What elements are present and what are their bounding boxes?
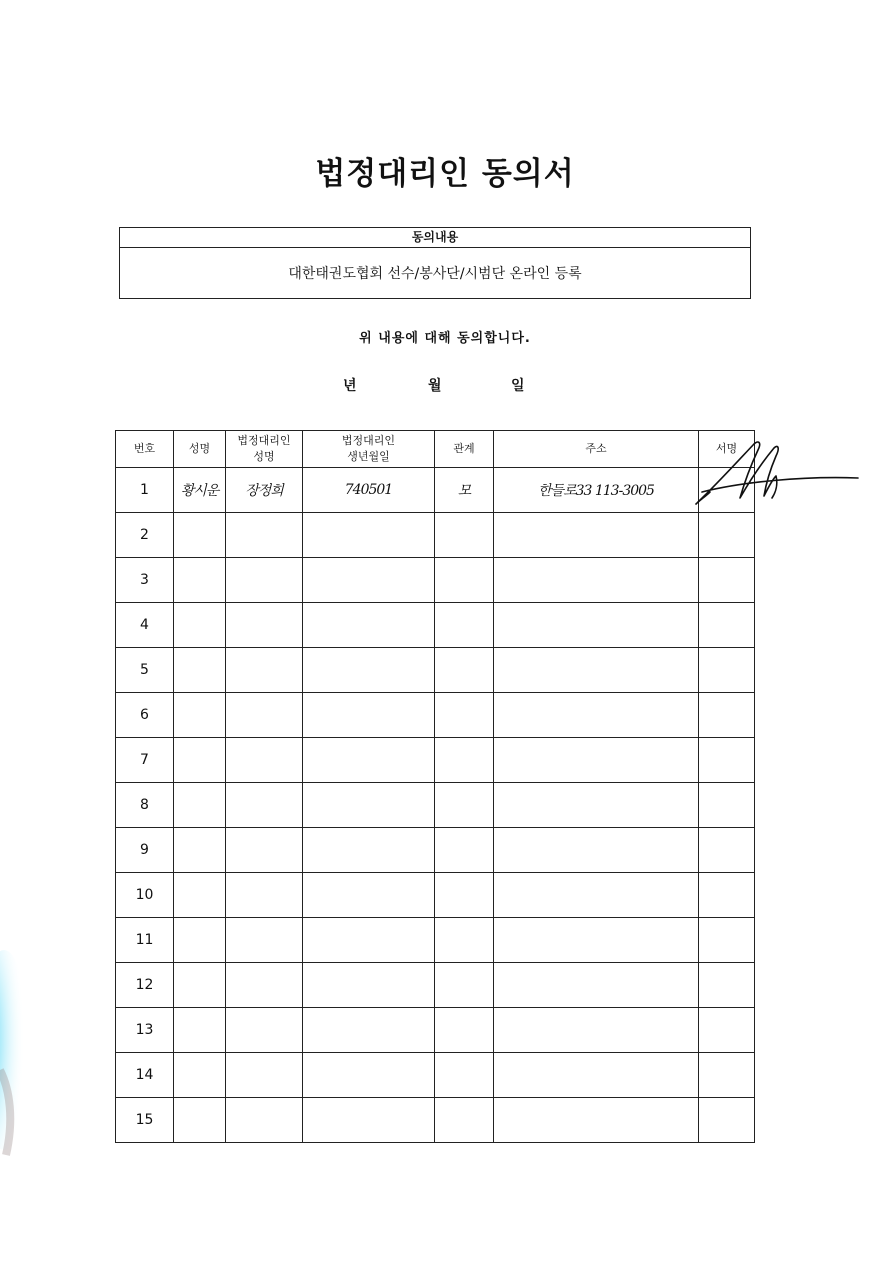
row-signature-cell: [699, 468, 755, 513]
row-guardian-birth-cell: [303, 738, 435, 783]
row-no-cell: 14: [116, 1053, 174, 1098]
row-guardian-name-cell: [226, 513, 303, 558]
row-signature-cell: [699, 603, 755, 648]
row-guardian-birth-cell: [303, 963, 435, 1008]
row-address-cell: [494, 513, 699, 558]
header-signature: 서명: [699, 431, 755, 468]
row-name-cell: [174, 513, 226, 558]
row-no-cell: 4: [116, 603, 174, 648]
date-month-label: 월: [428, 378, 442, 394]
row-guardian-birth-cell: [303, 558, 435, 603]
table-row: [116, 963, 755, 1008]
row-no-cell: 13: [116, 1008, 174, 1053]
row-relation-cell: [435, 783, 494, 828]
table-row: [116, 468, 755, 513]
row-name-cell: [174, 873, 226, 918]
row-no-cell: 2: [116, 513, 174, 558]
table-row: [116, 783, 755, 828]
agreement-statement: 위 내용에 대해 동의합니다.: [359, 331, 531, 346]
row-signature-cell: [699, 1098, 755, 1143]
row-relation-cell: [435, 603, 494, 648]
table-header-row: [116, 431, 755, 468]
row-relation-cell: [435, 738, 494, 783]
row-name-cell: [174, 783, 226, 828]
row-guardian-birth-cell: [303, 603, 435, 648]
row-no-cell: 10: [116, 873, 174, 918]
header-name: 성명: [174, 431, 226, 468]
row-relation-cell: 모: [435, 468, 494, 513]
row-no-cell: 11: [116, 918, 174, 963]
table-row: [116, 513, 755, 558]
row-relation-cell: [435, 828, 494, 873]
header-guardian-name-line1: 법정대리인: [237, 434, 291, 447]
row-signature-cell: [699, 783, 755, 828]
header-relation: 관계: [435, 431, 494, 468]
row-guardian-birth-cell: [303, 1053, 435, 1098]
row-address-cell: [494, 738, 699, 783]
row-signature-cell: [699, 558, 755, 603]
table-row: [116, 738, 755, 783]
row-guardian-name-cell: [226, 693, 303, 738]
table-row: [116, 918, 755, 963]
row-guardian-birth-cell: [303, 1008, 435, 1053]
table-row: [116, 558, 755, 603]
row-relation-cell: [435, 693, 494, 738]
row-no-cell: 15: [116, 1098, 174, 1143]
row-guardian-name-cell: [226, 558, 303, 603]
row-guardian-name-cell: [226, 1053, 303, 1098]
row-name-cell: [174, 1008, 226, 1053]
header-address: 주소: [494, 431, 699, 468]
row-guardian-birth-cell: [303, 918, 435, 963]
date-day-label: 일: [511, 378, 525, 394]
row-guardian-name-cell: [226, 828, 303, 873]
row-signature-cell: [699, 1008, 755, 1053]
row-no-cell: 8: [116, 783, 174, 828]
row-signature-cell: [699, 1053, 755, 1098]
row-relation-cell: [435, 918, 494, 963]
row-no-cell: 5: [116, 648, 174, 693]
header-guardian-birth-line1: 법정대리인: [341, 434, 396, 447]
row-address-cell: [494, 603, 699, 648]
row-no-cell: 1: [116, 468, 174, 513]
document-title: 법정대리인 동의서: [315, 156, 575, 192]
row-address-cell: [494, 558, 699, 603]
guardian-roster-table: [115, 430, 755, 1143]
row-guardian-name-cell: [226, 963, 303, 1008]
row-relation-cell: [435, 648, 494, 693]
row-guardian-name-cell: [226, 648, 303, 693]
row-signature-cell: [699, 828, 755, 873]
row-guardian-name-cell: 장정희: [226, 468, 303, 513]
row-guardian-name-cell: [226, 1098, 303, 1143]
row-name-cell: [174, 648, 226, 693]
header-guardian-name-line2: 성명: [253, 450, 275, 463]
row-address-cell: [494, 1053, 699, 1098]
row-relation-cell: [435, 1008, 494, 1053]
row-signature-cell: [699, 693, 755, 738]
row-signature-cell: [699, 963, 755, 1008]
row-relation-cell: [435, 1098, 494, 1143]
row-no-cell: 7: [116, 738, 174, 783]
row-no-cell: 6: [116, 693, 174, 738]
row-signature-cell: [699, 918, 755, 963]
row-signature-cell: [699, 873, 755, 918]
row-address-cell: [494, 963, 699, 1008]
row-guardian-birth-cell: 740501: [303, 468, 435, 513]
table-row: [116, 873, 755, 918]
row-no-cell: 9: [116, 828, 174, 873]
table-row: [116, 1053, 755, 1098]
row-guardian-name-cell: [226, 738, 303, 783]
table-row: [116, 648, 755, 693]
header-guardian-name: [226, 431, 303, 468]
row-no-cell: 3: [116, 558, 174, 603]
row-relation-cell: [435, 558, 494, 603]
row-name-cell: [174, 963, 226, 1008]
header-guardian-birth-line2: 생년월일: [347, 450, 390, 463]
row-guardian-birth-cell: [303, 783, 435, 828]
row-address-cell: [494, 873, 699, 918]
row-guardian-birth-cell: [303, 513, 435, 558]
consent-content-header: 동의내용: [120, 228, 750, 248]
row-guardian-name-cell: [226, 603, 303, 648]
row-guardian-birth-cell: [303, 873, 435, 918]
row-address-cell: [494, 783, 699, 828]
table-body: [116, 468, 755, 1143]
row-name-cell: 황시운: [174, 468, 226, 513]
row-address-cell: [494, 918, 699, 963]
row-relation-cell: [435, 1053, 494, 1098]
row-name-cell: [174, 693, 226, 738]
row-signature-cell: [699, 738, 755, 783]
row-relation-cell: [435, 873, 494, 918]
table-row: [116, 1098, 755, 1143]
row-address-cell: [494, 1098, 699, 1143]
row-guardian-birth-cell: [303, 693, 435, 738]
header-guardian-birth: [303, 431, 435, 468]
row-name-cell: [174, 1053, 226, 1098]
row-relation-cell: [435, 963, 494, 1008]
row-name-cell: [174, 828, 226, 873]
consent-content-text: 대한태권도협회 선수/봉사단/시범단 온라인 등록: [288, 266, 582, 282]
row-guardian-name-cell: [226, 783, 303, 828]
table-row: [116, 828, 755, 873]
row-guardian-name-cell: [226, 873, 303, 918]
row-relation-cell: [435, 513, 494, 558]
row-name-cell: [174, 603, 226, 648]
row-name-cell: [174, 738, 226, 783]
row-name-cell: [174, 558, 226, 603]
row-signature-cell: [699, 513, 755, 558]
row-address-cell: [494, 648, 699, 693]
row-guardian-birth-cell: [303, 828, 435, 873]
row-address-cell: [494, 1008, 699, 1053]
consent-content-box: [119, 227, 751, 299]
light-glare-artifact: [0, 950, 34, 1160]
row-guardian-birth-cell: [303, 648, 435, 693]
row-address-cell: 한들로33 113-3005: [494, 468, 699, 513]
row-guardian-birth-cell: [303, 1098, 435, 1143]
row-guardian-name-cell: [226, 1008, 303, 1053]
row-no-cell: 12: [116, 963, 174, 1008]
row-address-cell: [494, 693, 699, 738]
row-guardian-name-cell: [226, 918, 303, 963]
table-row: [116, 693, 755, 738]
date-year-label: 년: [343, 378, 357, 394]
row-address-cell: [494, 828, 699, 873]
table-row: [116, 603, 755, 648]
row-name-cell: [174, 918, 226, 963]
header-no: 번호: [116, 431, 174, 468]
row-name-cell: [174, 1098, 226, 1143]
row-signature-cell: [699, 648, 755, 693]
table-row: [116, 1008, 755, 1053]
